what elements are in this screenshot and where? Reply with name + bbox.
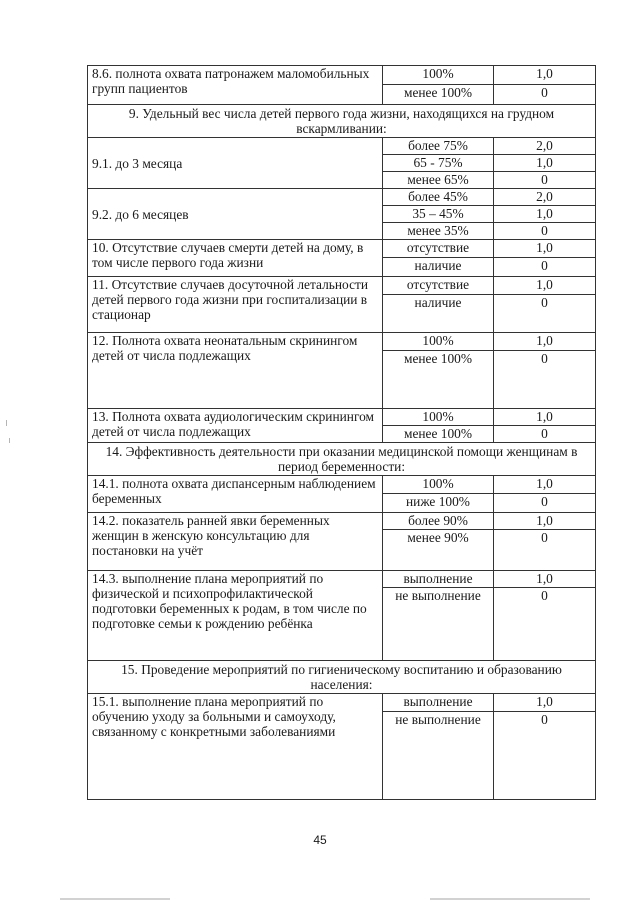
scan-artifact [9,438,10,443]
table-row [88,240,596,258]
indicator-cell: 10. Отсутствие случаев смерти детей на дому, в том числе первого года жизни [88,240,383,277]
table-row [88,277,596,295]
scan-artifact [430,898,590,900]
value-cell: ниже 100% [383,494,494,513]
indicator-cell: 9.2. до 6 месяцев [88,189,383,240]
score-cell: 1,0 [494,333,596,351]
value-cell: более 75% [383,138,494,155]
value-cell: более 90% [383,513,494,530]
score-cell: 1,0 [494,513,596,530]
indicator-cell: 13. Полнота охвата аудиологическим скринингом детей от числа подлежащих [88,409,383,443]
indicator-cell: 14.1. полнота охвата диспансерным наблюдением беременных [88,476,383,513]
value-cell: 35 – 45% [383,206,494,223]
section-heading-row [88,443,596,476]
table-row [88,513,596,530]
criteria-table [87,65,596,800]
indicator-cell: 14.3. выполнение плана мероприятий по физической и психопрофилактической подготовки беременных к родам, в том числе по подготовке семьи к рождению ребёнка [88,571,383,661]
score-cell: 1,0 [494,240,596,258]
indicator-cell: 12. Полнота охвата неонатальным скринингом детей от числа подлежащих [88,333,383,409]
score-cell: 0 [494,295,596,333]
table-row [88,189,596,206]
score-cell: 0 [494,588,596,661]
score-cell: 1,0 [494,206,596,223]
section-heading: 15. Проведение мероприятий по гигиеническому воспитанию и образованию населения: [88,661,596,694]
value-cell: выполнение [383,694,494,712]
value-cell: отсутствие [383,277,494,295]
table-row [88,476,596,494]
score-cell: 0 [494,530,596,571]
score-cell: 0 [494,351,596,409]
value-cell: отсутствие [383,240,494,258]
value-cell: менее 65% [383,172,494,189]
value-cell: 100% [383,409,494,426]
value-cell: более 45% [383,189,494,206]
scan-artifact [6,420,7,426]
section-heading-row [88,105,596,138]
value-cell: менее 90% [383,530,494,571]
value-cell: не выполнение [383,588,494,661]
score-cell: 2,0 [494,189,596,206]
value-cell: выполнение [383,571,494,588]
score-cell: 0 [494,494,596,513]
value-cell: менее 100% [383,426,494,443]
score-cell: 0 [494,172,596,189]
score-cell: 1,0 [494,277,596,295]
page-number: 45 [313,833,327,847]
table-row [88,694,596,712]
table-row [88,409,596,426]
value-cell: наличие [383,258,494,277]
section-heading: 9. Удельный вес числа детей первого года жизни, находящихся на грудном вскармливании: [88,105,596,138]
score-cell: 0 [494,712,596,800]
score-cell: 0 [494,258,596,277]
indicator-cell: 11. Отсутствие случаев досуточной летальности детей первого года жизни при госпитализации в стационар [88,277,383,333]
score-cell: 0 [494,223,596,240]
table-row [88,66,596,85]
value-cell: менее 100% [383,351,494,409]
table-row [88,571,596,588]
section-heading: 14. Эффективность деятельности при оказании медицинской помощи женщинам в период беременности: [88,443,596,476]
score-cell: 1,0 [494,66,596,85]
value-cell: наличие [383,295,494,333]
value-cell: 100% [383,476,494,494]
table-row [88,138,596,155]
score-cell: 0 [494,426,596,443]
value-cell: 100% [383,66,494,85]
score-cell: 2,0 [494,138,596,155]
score-cell: 1,0 [494,409,596,426]
section-heading-row [88,661,596,694]
value-cell: не выполнение [383,712,494,800]
value-cell: менее 35% [383,223,494,240]
indicator-cell: 9.1. до 3 месяца [88,138,383,189]
scan-artifact [60,898,170,900]
table-row [88,333,596,351]
score-cell: 1,0 [494,476,596,494]
score-cell: 0 [494,85,596,105]
value-cell: 65 - 75% [383,155,494,172]
indicator-cell: 14.2. показатель ранней явки беременных женщин в женскую консультацию для постановки на учёт [88,513,383,571]
value-cell: 100% [383,333,494,351]
value-cell: менее 100% [383,85,494,105]
score-cell: 1,0 [494,155,596,172]
score-cell: 1,0 [494,694,596,712]
indicator-cell: 15.1. выполнение плана мероприятий по обучению уходу за больными и самоуходу, связанному с конкретными заболеваниями [88,694,383,800]
score-cell: 1,0 [494,571,596,588]
indicator-cell: 8.6. полнота охвата патронажем маломобильных групп пациентов [88,66,383,105]
